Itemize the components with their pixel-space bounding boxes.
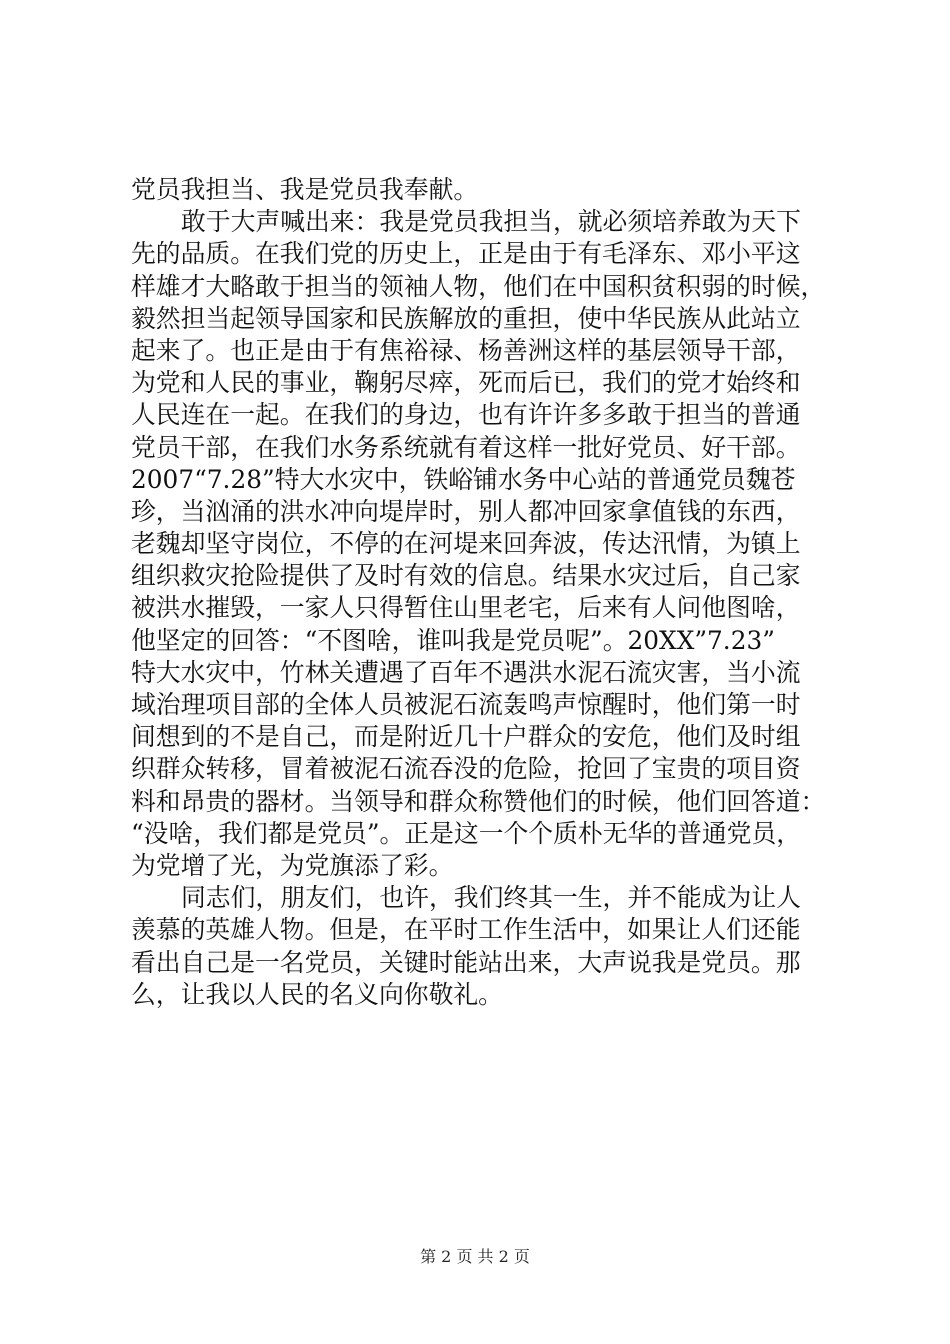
text-line: 毅然担当起领导国家和民族解放的重担，使中华民族从此站立 xyxy=(131,303,801,333)
text-line: 么，让我以人民的名义向你敬礼。 xyxy=(131,979,503,1009)
text-line: 样雄才大略敢于担当的领袖人物，他们在中国积贫积弱的时候， xyxy=(131,271,826,301)
text-line: 组织救灾抢险提供了及时有效的信息。结果水灾过后，自己家 xyxy=(131,561,801,591)
text-line: 先的品质。在我们党的历史上，正是由于有毛泽东、邓小平这 xyxy=(131,239,801,269)
text-line: 特大水灾中，竹林关遭遇了百年不遇洪水泥石流灾害，当小流 xyxy=(131,657,801,687)
text-line: 人民连在一起。在我们的身边，也有许许多多敢于担当的普通 xyxy=(131,400,801,430)
text-line: 为党和人民的事业，鞠躬尽瘁，死而后已，我们的党才始终和 xyxy=(131,368,801,398)
paragraph-start-line: 同志们，朋友们，也许，我们终其一生，并不能成为让人 xyxy=(181,883,801,913)
text-line: 域治理项目部的全体人员被泥石流轰鸣声惊醒时，他们第一时 xyxy=(131,690,801,719)
text-line: “没啥，我们都是党员”。正是这一个个质朴无华的普通党员， xyxy=(131,818,802,848)
text-line: 起来了。也正是由于有焦裕禄、杨善洲这样的基层领导干部， xyxy=(131,335,801,365)
text-line: 他坚定的回答：“不图啥，谁叫我是党员呢”。20XX”7.23” xyxy=(131,625,775,655)
text-line: 羡慕的英雄人物。但是，在平时工作生活中，如果让人们还能 xyxy=(131,915,801,945)
text-line: 为党增了光，为党旗添了彩。 xyxy=(131,850,454,880)
text-line: 料和昂贵的器材。当领导和群众称赞他们的时候，他们回答道： xyxy=(131,786,826,816)
text-line: 织群众转移，冒着被泥石流吞没的危险，抢回了宝贵的项目资 xyxy=(131,754,801,784)
text-line: 间想到的不是自己，而是附近几十户群众的安危，他们及时组 xyxy=(131,722,801,752)
paragraph-start-line: 敢于大声喊出来：我是党员我担当，就必须培养敢为天下 xyxy=(181,207,801,237)
text-line: 看出自己是一名党员，关键时能站出来，大声说我是党员。那 xyxy=(131,947,801,977)
text-line: 老魏却坚守岗位，不停的在河堤来回奔波，传达汛情，为镇上 xyxy=(131,529,801,559)
text-line: 珍，当汹涌的洪水冲向堤岸时，别人都冲回家拿值钱的东西， xyxy=(131,496,801,526)
text-line: 2007“7.28”特大水灾中，铁峪铺水务中心站的普通党员魏苍 xyxy=(131,464,796,494)
page-number-footer: 第 2 页 共 2 页 xyxy=(420,1247,530,1266)
text-line: 被洪水摧毁，一家人只得暂住山里老宅，后来有人问他图啥， xyxy=(131,593,801,623)
text-line: 党员我担当、我是党员我奉献。 xyxy=(131,175,479,204)
document-body xyxy=(131,174,851,1011)
text-line: 党员干部，在我们水务系统就有着这样一批好党员、好干部。 xyxy=(131,432,801,462)
